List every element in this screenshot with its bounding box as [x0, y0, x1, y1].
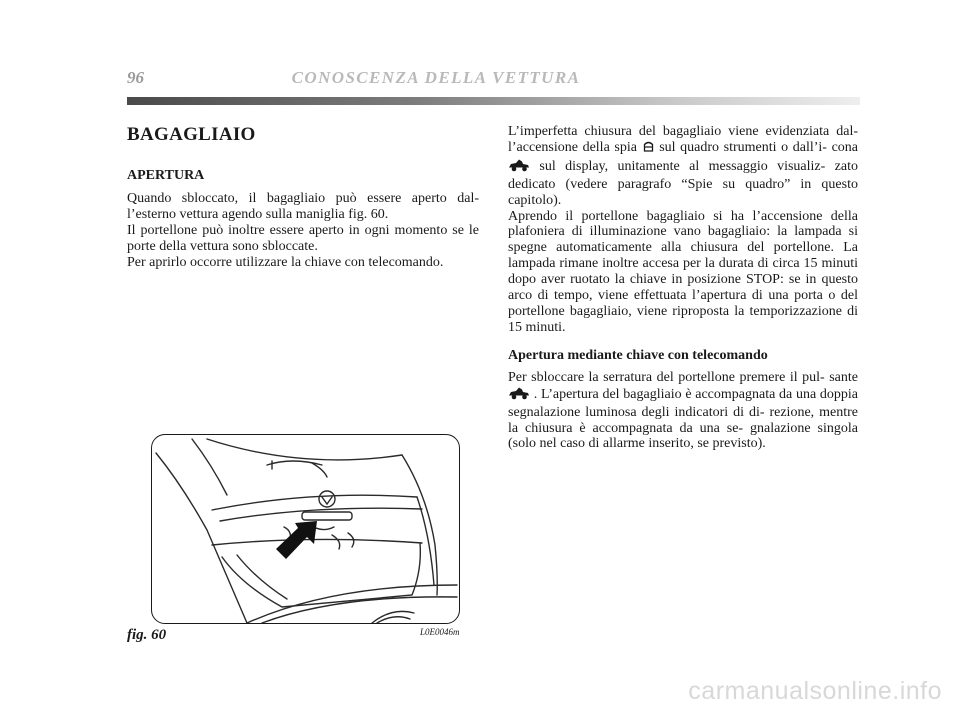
paragraph: Aprendo il portellone bagagliaio si ha l’accensione della plafoniera di illuminazione vano bagagliaio: la lampada si spegne automaticamente alla chiusura del portellone. La lampada rimane inoltre accesa per la durata di circa 15 minuti dopo aver ruotato la chiave in posizione STOP: se in questo arco di tempo, viene effettuata l’apertura di una porta o del portellone bagagliaio, viene riproposta la temporizzazione di 15 minuti. — [508, 208, 858, 335]
text-segment: . L’apertura del bagagliaio è accompagnata da una doppia segnalazione luminosa degli indicatori di di- rezione, mentre la chiusura è accompagnata da una se- gnalazione singola (solo nel caso di allarme inserito, se previsto). — [508, 386, 859, 452]
page-number: 96 — [127, 68, 144, 87]
section-title: CONOSCENZA DELLA VETTURA — [291, 68, 581, 87]
figure-60-illustration — [151, 434, 460, 624]
page-header — [0, 0, 960, 110]
figure-caption: fig. 60 — [127, 627, 167, 643]
right-column — [508, 124, 858, 452]
car-trunk-open-icon — [508, 158, 530, 177]
paragraph: Quando sbloccato, il bagagliaio può essere aperto dal- l’esterno vettura agendo sulla maniglia fig. 60. — [127, 191, 479, 222]
text-segment: L’imperfetta chiusura del bagagliaio viene evidenziata dal- l’accensione della spia — [508, 124, 858, 155]
paragraph — [508, 124, 858, 209]
trunk-open-warning-icon — [642, 140, 655, 158]
paragraph: Per aprirlo occorre utilizzare la chiave con telecomando. — [127, 254, 444, 270]
subheading: Apertura mediante chiave con telecomando — [508, 347, 768, 363]
paragraph — [508, 370, 858, 453]
page-title: BAGAGLIAIO — [127, 124, 256, 145]
text-segment: sul display, unitamente al messaggio visualiz- zato dedicato (vedere paragrafo “Spie su quadro” in questo capitolo). — [508, 158, 858, 208]
left-column — [127, 124, 479, 271]
trunk-handle-drawing — [152, 435, 459, 623]
car-trunk-open-icon — [508, 386, 530, 405]
header-divider — [127, 97, 860, 105]
text-segment: sul quadro strumenti o dall’i- cona — [659, 139, 859, 155]
paragraph: Il portellone può inoltre essere aperto in ogni momento se le porte della vettura sono sbloccate. — [127, 222, 479, 254]
figure-code: L0E0046m — [420, 627, 460, 637]
text-segment: Per sbloccare la serratura del portellone premere il pul- sante — [508, 369, 858, 385]
watermark: carmanualsonline.info — [688, 677, 942, 705]
section-subtitle: APERTURA — [127, 168, 205, 183]
